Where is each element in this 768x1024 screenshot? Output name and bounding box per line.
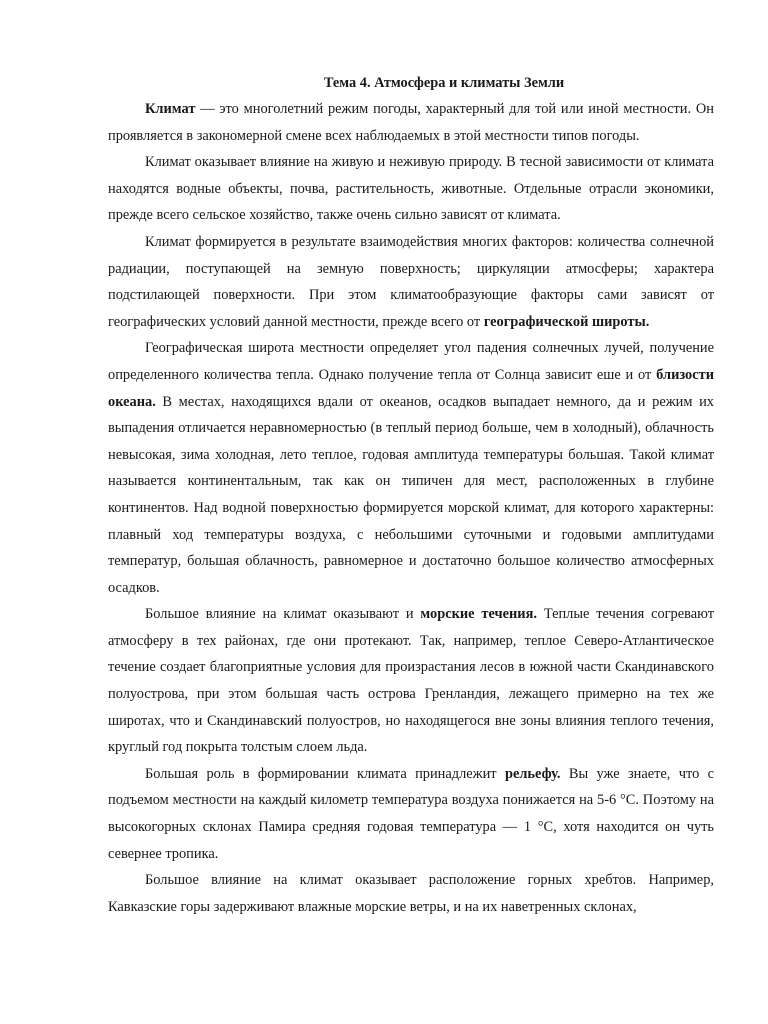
bold-term: Климат [145,101,196,117]
paragraph [108,335,714,601]
bold-term: рельефу. [504,765,561,782]
paragraph-text: — это многолетний режим погоды, характерный для той или иной местности. Он проявляется в закономерной смене всех наблюдаемых в этой местности типов погоды. [108,101,714,144]
document-page [108,74,714,920]
paragraph-text: Климат формируется в результате взаимодействия многих факторов: количества солнечной радиации, поступающей на земную поверхность; циркуляции атмосферы; характера подстилающей поверхности. При этом климатообразующие факторы сами зависят от географических условий данной местности, прежде всего от [108,233,714,330]
paragraph [108,601,714,761]
paragraph [108,761,714,867]
document-body [108,96,714,920]
bold-term: морские течения. [420,606,537,623]
bold-term: близости океана. [108,366,714,410]
paragraph [108,229,714,335]
paragraph-text: В местах, находящихся вдали от океанов, осадков выпадает немного, да и режим их выпадения отличается неравномерностью (в теплый период больше, чем в холодный), облачность невысокая, зима холодная, лето теплое, годовая амплитуда температуры большая. Такой климат называется континентальным, так как он типичен для мест, расположенных в глубине континентов. Над водной поверхностью формируется морской климат, для которого характерны: плавный ход температуры воздуха, с небольшими суточными и годовыми амплитудами температур, большая облачность, равномерное и достаточно большое количество атмосферных осадков. [108,393,714,596]
paragraph-text: Вы уже знаете, что с подъемом местности на каждый километр температура воздуха понижается на 5-6 °С. Поэтому на высокогорных склонах Памира средняя годовая температура — 1 °С, хотя находится он чуть севернее тропика. [108,765,714,862]
paragraph-text: Большая роль в формировании климата принадлежит [145,765,505,782]
paragraph-text: Географическая широта местности определяет угол падения солнечных лучей, получение определенного количества тепла. Однако получение тепла от Солнца зависит еше и от [108,340,714,383]
paragraph-text: Большое влияние на климат оказывает расположение горных хребтов. Например, Кавказские горы задерживают влажные морские ветры, и на их наветренных склонах, [108,872,714,915]
document-title: Тема 4. Атмосфера и климаты Земли [323,75,565,91]
paragraph-text: Климат оказывает влияние на живую и неживую природу. В тесной зависимости от климата находятся водные объекты, почва, растительность, животные. Отдельные отрасли экономики, прежде всего сельское хозяйство, также очень сильно зависят от климата. [108,154,714,224]
paragraph-text: Большое влияние на климат оказывают и [145,606,421,623]
paragraph-text: Теплые течения согревают атмосферу в тех районах, где они протекают. Так, например, теплое Северо-Атлантическое течение создает благоприятные условия для произрастания лесов в южной части Скандинавского полуострова, при этом большая часть острова Гренландия, лежащего примерно на тех же широтах, что и Скандинавский полуостров, но находящегося вне зоны влияния теплого течения, круглый год покрыта толстым слоем льда. [108,606,714,756]
bold-term: географической широты. [483,313,650,330]
paragraph [108,96,714,149]
paragraph [108,149,714,229]
paragraph [108,867,714,920]
